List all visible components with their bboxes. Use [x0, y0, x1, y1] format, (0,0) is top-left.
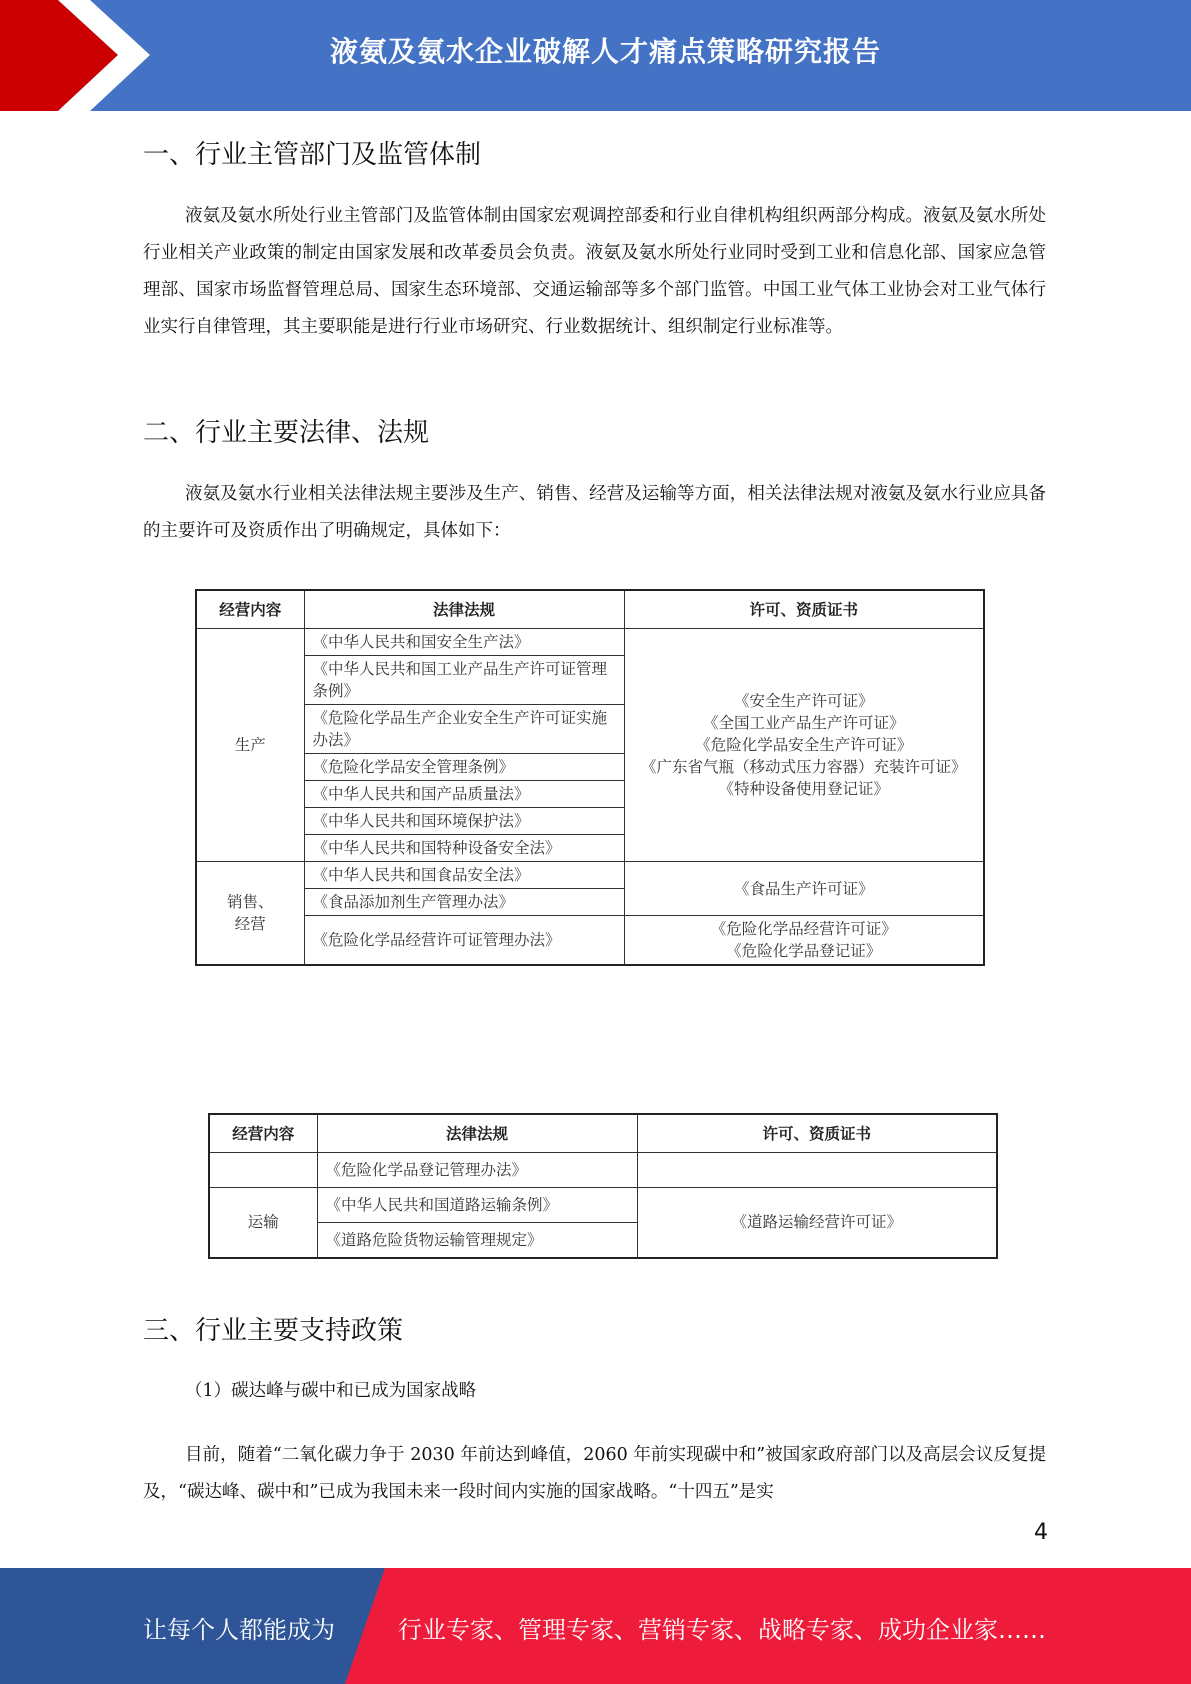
law-cell: 《中华人民共和国食品安全法》 — [304, 862, 624, 889]
report-title: 液氨及氨水企业破解人才痛点策略研究报告 — [329, 35, 881, 68]
col-header-laws: 法律法规 — [317, 1114, 637, 1153]
col-header-certs: 许可、资质证书 — [637, 1114, 997, 1153]
table-row — [209, 1188, 997, 1223]
business-sales: 销售、 经营 — [196, 862, 304, 966]
law-cell: 《食品添加剂生产管理办法》 — [304, 889, 624, 916]
col-header-certs: 许可、资质证书 — [624, 590, 984, 629]
cert-cell-transport: 《道路运输经营许可证》 — [637, 1188, 997, 1258]
law-cell: 《中华人民共和国环境保护法》 — [304, 808, 624, 835]
table-row — [196, 629, 984, 656]
business-production: 生产 — [196, 629, 304, 862]
business-empty — [209, 1153, 317, 1188]
section-heading-1: 一、行业主管部门及监管体制 — [143, 140, 482, 170]
table-row — [196, 916, 984, 966]
law-cell: 《中华人民共和国工业产品生产许可证管理条例》 — [304, 656, 624, 705]
law-cell: 《中华人民共和国特种设备安全法》 — [304, 835, 624, 862]
table-header-row — [196, 590, 984, 629]
law-cell: 《中华人民共和国产品质量法》 — [304, 781, 624, 808]
business-transport: 运输 — [209, 1188, 317, 1258]
regulations-table-1 — [195, 589, 985, 966]
page-number: 4 — [1034, 1520, 1048, 1545]
law-cell: 《道路危险货物运输管理规定》 — [317, 1223, 637, 1258]
section-3-subtitle: （1）碳达峰与碳中和已成为国家战略 — [185, 1381, 477, 1401]
footer-slogan-right: 行业专家、管理专家、营销专家、战略专家、成功企业家…… — [398, 1616, 1046, 1644]
table-row — [196, 862, 984, 889]
section-3-paragraph: 目前，随着“二氧化碳力争于 2030 年前达到峰值，2060 年前实现碳中和”被国家政府部门以及高层会议反复提及，“碳达峰、碳中和”已成为我国未来一段时间内实施的国家战略。“十四五”是实 — [143, 1445, 1046, 1502]
section-2-paragraph: 液氨及氨水行业相关法律法规主要涉及生产、销售、经营及运输等方面，相关法律法规对液氨及氨水行业应具备的主要许可及资质作出了明确规定，具体如下： — [143, 484, 1046, 541]
footer-slogan-left: 让每个人都能成为 — [143, 1616, 335, 1644]
section-heading-3: 三、行业主要支持政策 — [143, 1316, 404, 1346]
cert-empty — [637, 1153, 997, 1188]
law-cell: 《危险化学品登记管理办法》 — [317, 1153, 637, 1188]
col-header-business: 经营内容 — [196, 590, 304, 629]
cert-cell-hazchem: 《危险化学品经营许可证》 《危险化学品登记证》 — [624, 916, 984, 966]
law-cell: 《危险化学品生产企业安全生产许可证实施办法》 — [304, 705, 624, 754]
table-row — [209, 1153, 997, 1188]
regulations-table-2 — [208, 1113, 998, 1259]
footer-banner — [0, 1568, 1191, 1684]
law-cell: 《危险化学品经营许可证管理办法》 — [304, 916, 624, 966]
cert-cell-production: 《安全生产许可证》 《全国工业产品生产许可证》 《危险化学品安全生产许可证》 《广东省气瓶（移动式压力容器）充装许可证》 《特种设备使用登记证》 — [624, 629, 984, 862]
cert-cell-food: 《食品生产许可证》 — [624, 862, 984, 916]
col-header-laws: 法律法规 — [304, 590, 624, 629]
section-heading-2: 二、行业主要法律、法规 — [143, 418, 430, 448]
law-cell: 《中华人民共和国道路运输条例》 — [317, 1188, 637, 1223]
law-cell: 《中华人民共和国安全生产法》 — [304, 629, 624, 656]
table-header-row — [209, 1114, 997, 1153]
col-header-business: 经营内容 — [209, 1114, 317, 1153]
header-banner — [0, 0, 1191, 111]
section-1-paragraph: 液氨及氨水所处行业主管部门及监管体制由国家宏观调控部委和行业自律机构组织两部分构成。液氨及氨水所处行业相关产业政策的制定由国家发展和改革委员会负责。液氨及氨水所处行业同时受到工业和信息化部、国家应急管理部、国家市场监督管理总局、国家生态环境部、交通运输部等多个部门监管。中国工业气体工业协会对工业气体行业实行自律管理，其主要职能是进行行业市场研究、行业数据统计、组织制定行业标准等。 — [143, 206, 1046, 337]
law-cell: 《危险化学品安全管理条例》 — [304, 754, 624, 781]
